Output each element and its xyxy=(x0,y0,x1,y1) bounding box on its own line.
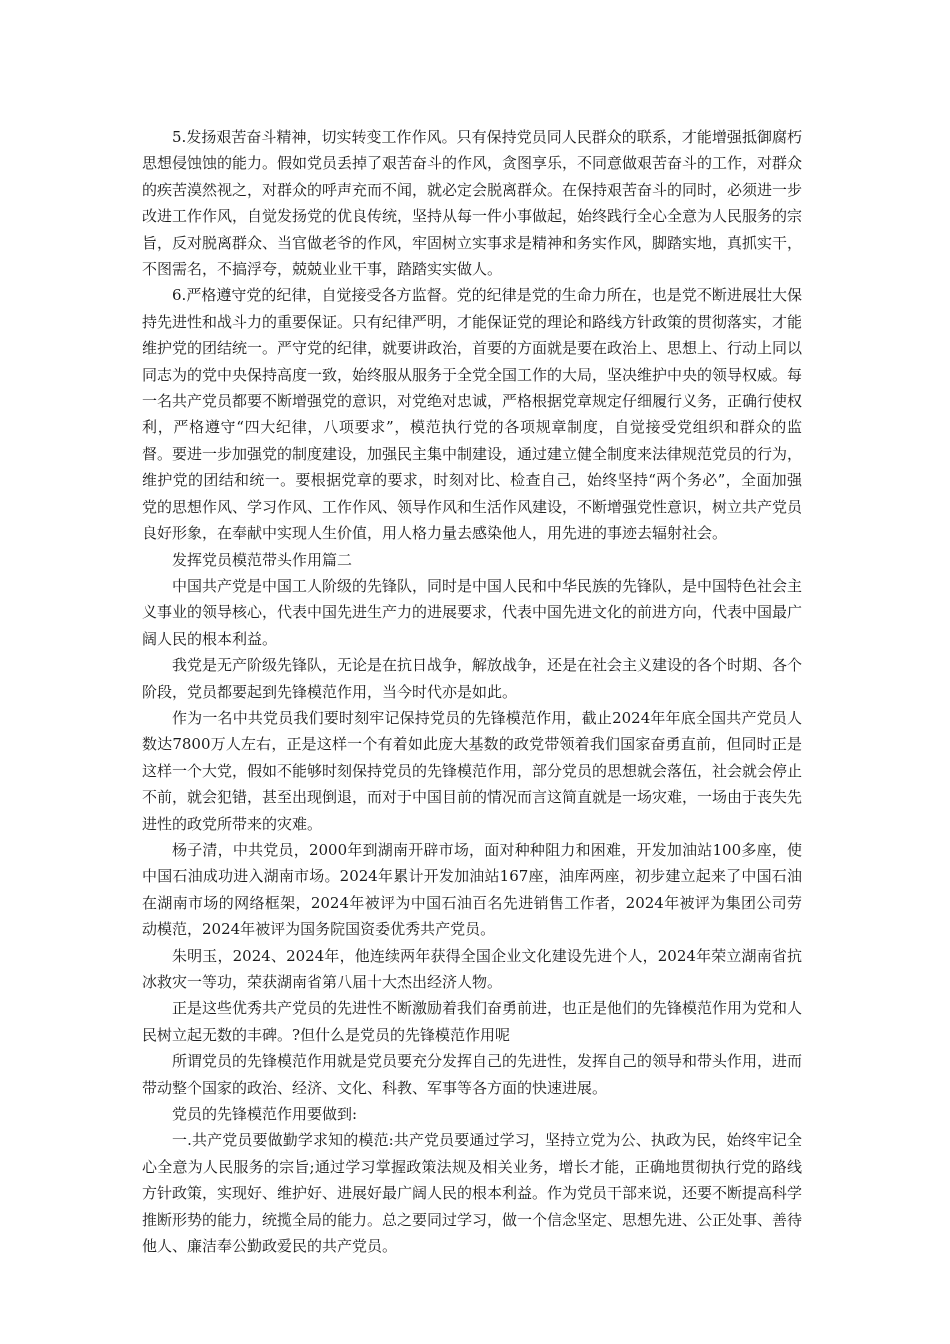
paragraph-intro: 中国共产党是中国工人阶级的先锋队，同时是中国人民和中华民族的先锋队，是中国特色社会主义事业的领导核心，代表中国先进生产力的进展要求，代表中国先进文化的前进方向，代表中国最广阔人民的根本利益。 xyxy=(142,576,803,648)
paragraph-vanguard: 我党是无产阶级先锋队，无论是在抗日战争，解放战争，还是在社会主义建设的各个时期、各个阶段，党员都要起到先锋模范作用，当今时代亦是如此。 xyxy=(142,656,803,701)
paragraph-requirements-lead: 党员的先锋模范作用要做到: xyxy=(172,1105,358,1124)
paragraph-definition: 所谓党员的先锋模范作用就是党员要充分发挥自己的先进性，发挥自己的领导和带头作用，进而带动整个国家的政治、经济、文化、科教、军事等各方面的快速进展。 xyxy=(142,1052,803,1097)
paragraph-requirement-one: 一.共产党员要做勤学求知的模范:共产党员要通过学习，坚持立党为公、执政为民，始终牢记全心全意为人民服务的宗旨;通过学习掌握政策法规及相关业务，增长才能，正确地贯彻执行党的路线方针政策，实现好、维护好、进展好最广阔人民的根本利益。作为党员干部来说，还要不断提高科学推断形势的能力，统揽全局的能力。总之要同过学习，做一个信念坚定、思想先进、公正处事、善待他人、廉洁奉公勤政爱民的共产党员。 xyxy=(142,1131,803,1256)
paragraph-inspiration: 正是这些优秀共产党员的先进性不断激励着我们奋勇前进，也正是他们的先锋模范作用为党和人民树立起无数的丰碑。?但什么是党员的先锋模范作用呢 xyxy=(142,999,803,1044)
document-page xyxy=(142,124,802,1259)
paragraph-yang-ziqing: 杨子清，中共党员，2000年到湖南开辟市场，面对种种阻力和困难，开发加油站100多座，使中国石油成功进入湖南市场。2024年累计开发加油站167座，油库两座，初步建立起来了中国石油在湖南市场的网络框架，2024年被评为中国石油百名先进销售工作者，2024年被评为集团公司劳动模范，2024年被评为国务院国资委优秀共产党员。 xyxy=(142,840,802,939)
paragraph-item-6: 6.严格遵守党的纪律，自觉接受各方监督。党的纪律是党的生命力所在，也是党不断进展壮大保持先进性和战斗力的重要保证。只有纪律严明，才能保证党的理论和路线方针政策的贯彻落实，才能维护党的团结统一。严守党的纪律，就要讲政治，首要的方面就是要在政治上、思想上、行动上同以同志为的党中央保持高度一致，始终服从服务于全党全国工作的大局，坚决维护中央的领导权威。每一名共产党员都要不断增强党的意识，对党绝对忠诚，严格根据党章规定仔细履行义务，正确行使权利，严格遵守“四大纪律，八项要求”，模范执行党的各项规章制度，自觉接受党组织和群众的监督。要进一步加强党的制度建设，加强民主集中制建设，通过建立健全制度来法律规范党员的行为，维护党的团结和统一。要根据党章的要求，时刻对比、检查自己，始终坚持“两个务必”，全面加强党的思想作风、学习作风、工作作风、领导作风和生活作风建设，不断增强党性意识，树立共产党员良好形象，在奉献中实现人生价值，用人格力量去感染他人，用先进的事迹去辐射社会。 xyxy=(142,286,803,543)
section-title: 发挥党员模范带头作用篇二 xyxy=(172,550,353,569)
paragraph-remember: 作为一名中共党员我们要时刻牢记保持党员的先锋模范作用，截止2024年年底全国共产党员人数达7800万人左右，正是这样一个有着如此庞大基数的政党带领着我们国家奋勇直前，但同时正是这样一个大党，假如不能够时刻保持党员的先锋模范作用，部分党员的思想就会落伍，社会就会停止不前，就会犯错，甚至出现倒退，而对于中国目前的情况而言这简直就是一场灾难，一场由于丧失先进性的政党所带来的灾难。 xyxy=(142,708,803,833)
paragraph-zhu-mingyu: 朱明玉，2024、2024年，他连续两年获得全国企业文化建设先进个人，2024年荣立湖南省抗冰救灾一等功，荣获湖南省第八届十大杰出经济人物。 xyxy=(142,946,802,991)
paragraph-item-5: 5.发扬艰苦奋斗精神，切实转变工作作风。只有保持党员同人民群众的联系，才能增强抵御腐朽思想侵蚀蚀的能力。假如党员丢掉了艰苦奋斗的作风，贪图享乐，不同意做艰苦奋斗的工作，对群众的疾苦漠然视之，对群众的呼声充而不闻，就必定会脱离群众。在保持艰苦奋斗的同时，必须进一步改进工作作风，自觉发扬党的优良传统，坚持从每一件小事做起，始终践行全心全意为人民服务的宗旨，反对脱离群众、当官做老爷的作风，牢固树立实事求是精神和务实作风，脚踏实地，真抓实干，不图需名，不搞浮夸，兢兢业业干事，踏踏实实做人。 xyxy=(142,128,803,279)
